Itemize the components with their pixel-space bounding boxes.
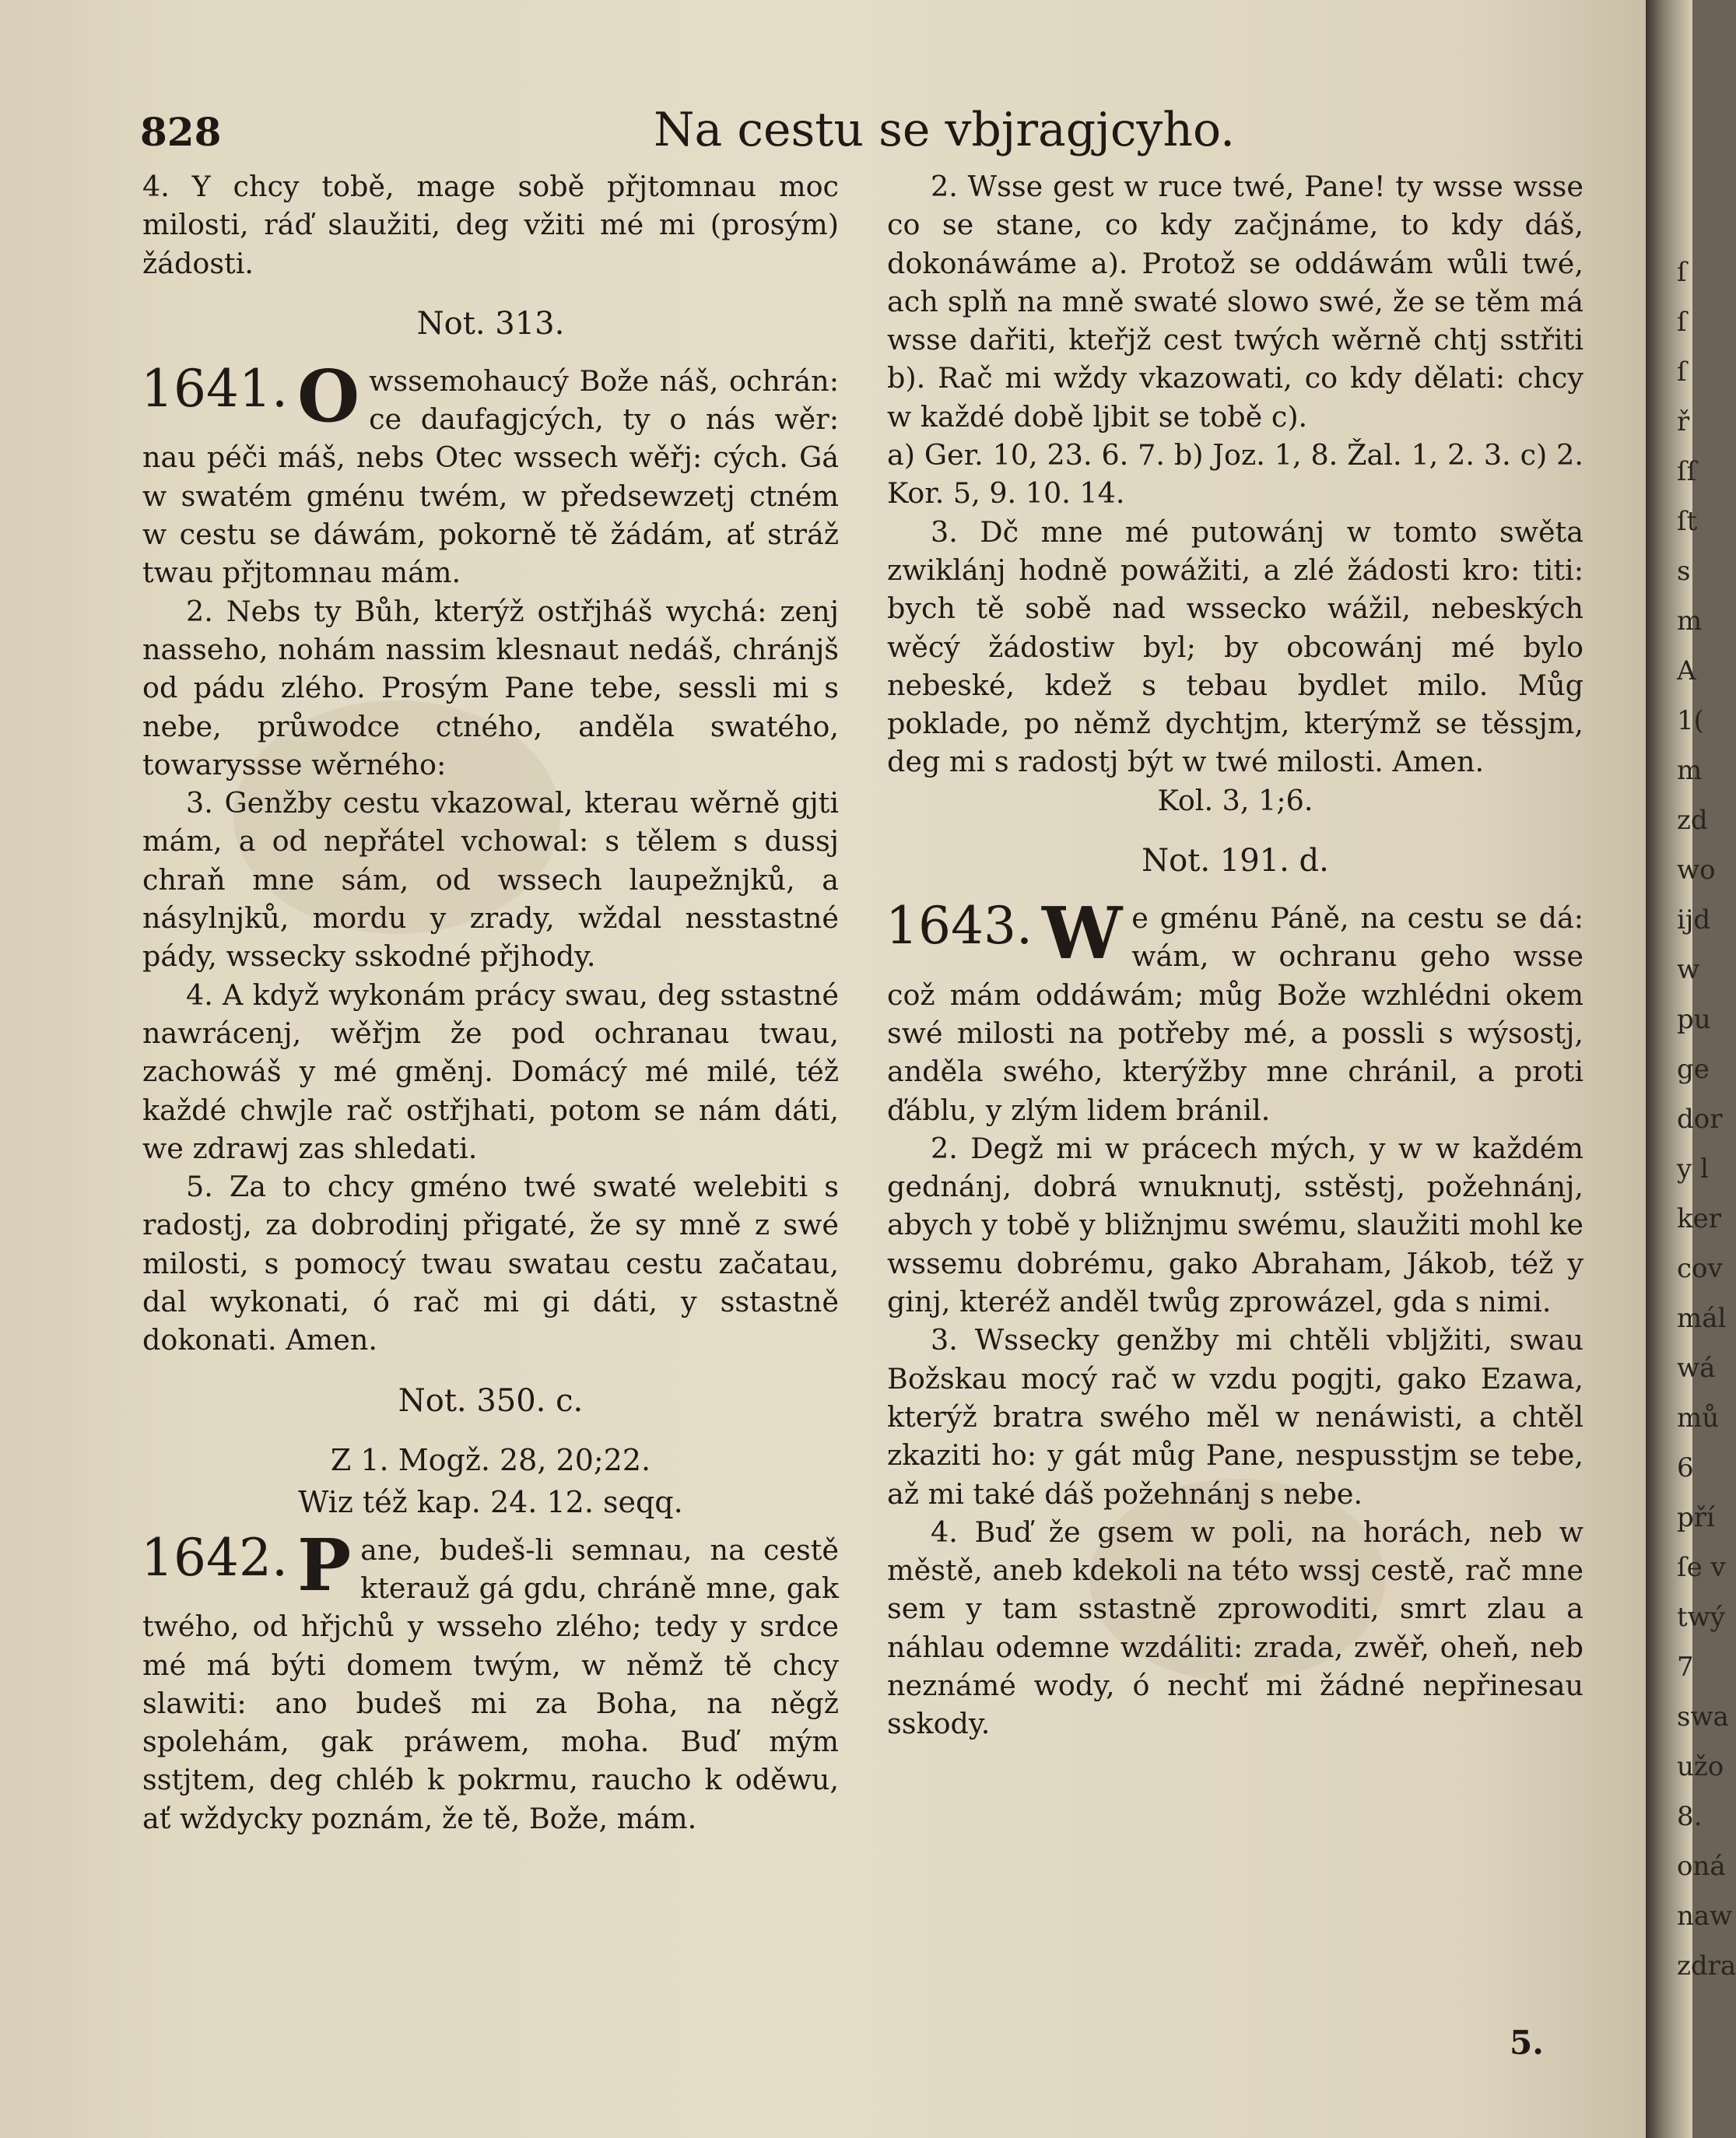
adjacent-page-fragment: cov [1677,1253,1723,1284]
stanza: 2. Nebs ty Bůh, kterýž ostřjháš wychá: zenj nasseho, nohám nassim klesnaut nedáš, chránjš od pádu zlého. Prosým Pane tebe, sessli mi s nebe, průwodce ctného, anděla swatého, towaryssse wěrného: [142,594,839,781]
scripture-signature: Kol. 3, 1;6. [1157,783,1313,817]
adjacent-page-fragment: ř [1677,406,1690,437]
adjacent-page-fragment: pří [1677,1502,1715,1533]
hymn-text: wssemohaucý Bože náš, ochrán: ce daufagjcých, ty o nás wěr: nau péči máš, nebs Otec wssech wěřj: cých. Gá w swatém gménu twém, w předsewzetj ctném w cestu se dáwám, pokorně tě žádám, ať stráž twau přjtomnau mám. [142,363,839,590]
adjacent-page-fragment: oná [1677,1851,1726,1882]
hymn-1642 [141,1522,839,1838]
scripture-reference: Z 1. Mogž. 28, 20;22. [330,1442,651,1477]
note-heading: Not. 191. d. [1142,843,1329,879]
stanza: 3. Dč mne mé putowánj w tomto swěta zwiklánj hodně powážiti, a zlé žádosti kro: titi: bych tě sobě nad wssecko wážil, nebeských wěcý žádostiw byl; by obcowánj mé bylo nebeské, kdež s tebau bydlet milo. Můg poklade, po němž dychtjm, kterýmž se těssjm, deg mi s radostj být w twé milosti. Amen. [887,514,1583,779]
drop-cap: O [296,353,360,438]
adjacent-page-edge [1646,0,1736,2138]
stanza: 4. A když wykonám prácy swau, deg sstastné nawrácenj, wěřjm že pod ochranau twau, zachowáš y mé gměnj. Domácý mé milé, též každé chwjle rač ostřjhati, potom se nám dáti, we zdrawj zas shledati. [142,978,839,1165]
left-column [142,167,839,1838]
hymn-number: 1641. [141,358,288,419]
page-number: 828 [140,109,222,155]
adjacent-page-fragment: 8. [1677,1801,1703,1832]
stanza: 2. Wsse gest w ruce twé, Pane! ty wsse wsse co se stane, co kdy začjnáme, to kdy dáš, dokonáwáme a). Protož se oddáwám wůli twé, ach splň na mně swaté slowo swé, že se těm má wsse dařiti, kteřjž cest twých wěrně chtj sstřiti b). Rač mi wždy vkazowati, co kdy dělati: chcy w každé době ljbit se tobě c). [887,170,1583,434]
stanza: 5. Za to chcy gméno twé swaté welebiti s radostj, za dobrodinj přigaté, že sy mně z swé milosti, s pomocý twau swatau cestu začatau, dal wykonati, ó rač mi gi dáti, y sstastně dokonati. Amen. [142,1170,839,1357]
adjacent-page-fragment: 1( [1677,705,1704,736]
running-title: Na cestu se vbjragjcyho. [654,103,1236,157]
adjacent-page-fragment: 6 [1677,1452,1694,1483]
adjacent-page-fragment: ſe v [1677,1552,1726,1583]
adjacent-page-fragment: ijd [1677,904,1711,936]
adjacent-page-fragment: ſſ [1677,456,1697,487]
note-heading: Not. 350. c. [398,1382,584,1419]
adjacent-page-fragment: mál [1677,1303,1727,1334]
adjacent-page-fragment: wo [1677,855,1716,886]
adjacent-page-fragment: zdra [1677,1950,1736,1982]
stanza: 4. Buď že gsem w poli, na horách, neb w městě, aneb kdekoli na této wssj cestě, rač mne sem y tam sstastně zprowoditi, smrt zlau a náhlau odemne wzdáliti: zrada, zwěř, oheň, neb neznámé wody, ó nechť mi žádné nepřinesau sskody. [887,1515,1583,1741]
adjacent-page-fragment: užo [1677,1751,1724,1782]
adjacent-page-fragment: ker [1677,1203,1721,1234]
note-heading: Not. 313. [416,305,565,342]
footnote-references: a) Ger. 10, 23. 6. 7. b) Joz. 1, 8. Žal. 1, 2. 3. c) 2. Kor. 5, 9. 10. 14. [887,438,1583,511]
drop-cap: P [296,1522,352,1607]
hymn-number: 1643. [886,896,1033,957]
adjacent-page-fragment: m [1677,755,1703,786]
scripture-reference: Wiz též kap. 24. 12. seqq. [298,1484,683,1519]
hymn-text: e gménu Páně, na cestu se dá: wám, w ochranu geho wsse což mám oddáwám; můg Bože wzhlédni okem swé milosti na potřeby mé, a possli s wýsostj, anděla swého, kterýžby mne chránil, a proti ďáblu, y zlým lidem bránil. [887,901,1583,1127]
hymn-1641 [141,353,839,592]
adjacent-page-fragment: twý [1677,1602,1725,1633]
right-column [887,167,1583,1743]
adjacent-page-fragment: m [1677,606,1703,637]
stanza: 4. Y chcy tobě, mage sobě přjtomnau moc milosti, ráď slaužiti, deg vžiti mé mi (prosým) žádosti. [142,170,839,280]
adjacent-page-fragment: zd [1677,805,1708,836]
page-header [140,103,1603,163]
adjacent-page-fragment: ſt [1677,506,1698,537]
adjacent-page-fragment: ſ [1677,356,1687,388]
adjacent-page-fragment: ſ [1677,307,1687,338]
hymn-1643 [886,891,1583,1129]
adjacent-page-fragment: dor [1677,1104,1723,1135]
hymn-text: ane, budeš-li semnau, na cestě kterauž gá gdu, chráně mne, gak twého, od hřjchů y wsseho zlého; tedy y srdce mé má býti domem twým, w němž tě chcy slawiti: ano budeš mi za Boha, na něgž spolehám, gak práwem, moha. Buď mým sstjtem, deg chléb k pokrmu, raucho k oděwu, ať wždycky poznám, že tě, Bože, mám. [142,1532,839,1835]
adjacent-page-fragment: swa [1677,1701,1729,1733]
adjacent-page-fragment: s [1677,556,1691,587]
adjacent-page-fragment: ſ [1677,257,1687,288]
stanza: 3. Genžby cestu vkazowal, kterau wěrně gjti mám, a od nepřátel vchowal: s tělem s dussj chraň mne sám, od wssech laupežnjků, a násylnjků, mordu y zrady, wždal nesstastné pády, wssecky sskodné přjhody. [142,786,839,974]
adjacent-page-fragment: pu [1677,1004,1711,1035]
adjacent-page-fragment: w [1677,954,1700,985]
stanza: 2. Degž mi w prácech mých, y w w každém gednánj, dobrá wnuknutj, sstěstj, požehnánj, abych y tobě y bližnjmu swému, slaužiti mohl ke wssemu dobrému, gako Abraham, Jákob, též y ginj, kteréž anděl twůg zprowázel, gda s nimi. [887,1131,1583,1319]
hymn-number: 1642. [141,1527,288,1588]
stanza: 3. Wssecky genžby mi chtěli vbljžiti, swau Božskau mocý rač w vzdu pogjti, gako Ezawa, kterýž bratra swého měl w nenáwisti, a chtěl zkaziti ho: y gát můg Pane, nespusstjm se tebe, až mi také dáš požehnánj s nebe. [887,1323,1583,1511]
adjacent-page-fragment: wá [1677,1353,1716,1384]
adjacent-page-fragment: ge [1677,1054,1710,1085]
adjacent-page-fragment: y l [1677,1153,1709,1185]
adjacent-page-fragment: A [1677,655,1696,686]
catchword: 5. [1510,2024,1544,2062]
adjacent-page-fragment: naw [1677,1901,1733,1932]
adjacent-page-fragment: mů [1677,1403,1720,1434]
drop-cap: W [1041,891,1123,976]
adjacent-page-fragment: 7 [1677,1652,1694,1683]
